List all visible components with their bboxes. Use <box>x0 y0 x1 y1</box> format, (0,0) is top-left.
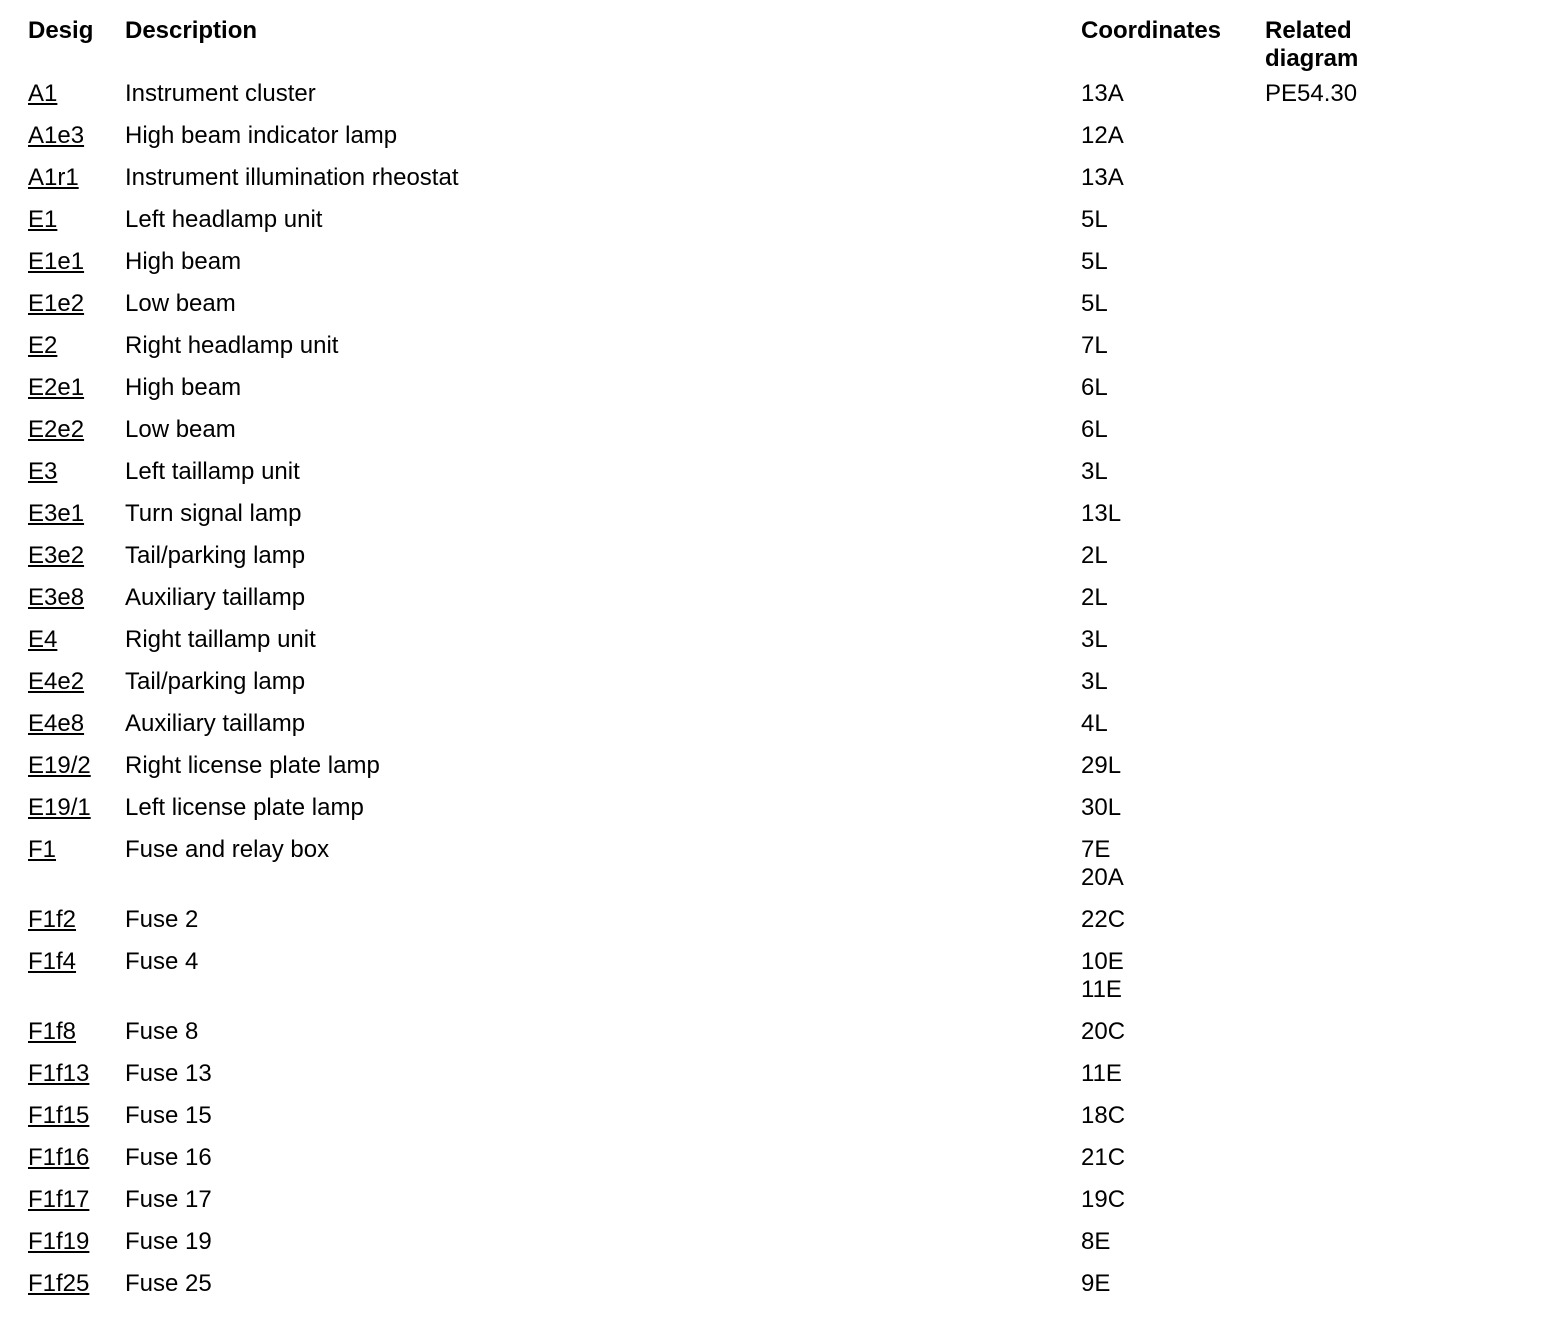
desig-cell <box>16 1137 113 1179</box>
related-diagram-cell <box>1253 703 1453 745</box>
desig-link[interactable]: A1 <box>28 80 58 107</box>
table-row <box>16 1221 1453 1263</box>
coordinates-cell <box>1069 1137 1253 1179</box>
desig-cell <box>16 829 113 899</box>
description-cell: Fuse 4 <box>125 948 199 975</box>
related-diagram-cell <box>1253 941 1453 1011</box>
related-diagram-cell <box>1253 1011 1453 1053</box>
coordinate-value: 8E <box>1081 1228 1111 1255</box>
table-row <box>16 787 1453 829</box>
table-row <box>16 619 1453 661</box>
header-description: Description <box>125 17 258 44</box>
table-row <box>16 535 1453 577</box>
desig-link[interactable]: F1f15 <box>28 1102 90 1129</box>
coordinate-value: 19C <box>1081 1186 1126 1213</box>
related-diagram-cell <box>1253 899 1453 941</box>
description-cell: Low beam <box>125 416 236 443</box>
coordinates-cell <box>1069 1053 1253 1095</box>
coordinate-value: 4L <box>1081 710 1108 737</box>
desig-cell <box>16 493 113 535</box>
description-cell: Tail/parking lamp <box>125 542 306 569</box>
description-cell: High beam <box>125 374 242 401</box>
related-diagram-cell <box>1253 829 1453 899</box>
desig-cell <box>16 1263 113 1305</box>
table-row <box>16 703 1453 745</box>
desig-cell <box>16 367 113 409</box>
description-cell: Right headlamp unit <box>125 332 339 359</box>
desig-link[interactable]: E1 <box>28 206 58 233</box>
coordinate-value: 5L <box>1081 206 1108 233</box>
desig-cell <box>16 73 113 115</box>
coordinate-value: 3L <box>1081 458 1108 485</box>
coordinates-cell <box>1069 1221 1253 1263</box>
desig-cell <box>16 619 113 661</box>
related-diagram-cell <box>1253 409 1453 451</box>
description-cell: Fuse 13 <box>125 1060 212 1087</box>
table-header-row <box>16 8 1453 73</box>
table-row <box>16 325 1453 367</box>
coordinates-cell <box>1069 409 1253 451</box>
desig-link[interactable]: E1e2 <box>28 290 85 317</box>
description-cell: Left headlamp unit <box>125 206 323 233</box>
table-row <box>16 73 1453 115</box>
coordinate-value: 11E <box>1081 976 1122 1003</box>
desig-link[interactable]: A1e3 <box>28 122 85 149</box>
table-row <box>16 199 1453 241</box>
desig-cell <box>16 1011 113 1053</box>
desig-link[interactable]: E4e8 <box>28 710 85 737</box>
table-body <box>16 73 1453 1305</box>
coordinates-cell <box>1069 157 1253 199</box>
desig-link[interactable]: F1f16 <box>28 1144 90 1171</box>
description-cell: Fuse 16 <box>125 1144 212 1171</box>
related-diagram-cell <box>1253 1221 1453 1263</box>
related-diagram-cell <box>1253 451 1453 493</box>
coordinates-cell <box>1069 899 1253 941</box>
desig-cell <box>16 325 113 367</box>
desig-cell <box>16 157 113 199</box>
related-diagram-cell <box>1253 787 1453 829</box>
desig-cell <box>16 1095 113 1137</box>
header-related-diagram: Related diagram <box>1265 17 1359 72</box>
coordinates-cell <box>1069 787 1253 829</box>
description-cell: Right taillamp unit <box>125 626 316 653</box>
related-diagram-cell <box>1253 1053 1453 1095</box>
description-cell: Fuse 2 <box>125 906 199 933</box>
related-diagram-cell <box>1253 661 1453 703</box>
desig-link[interactable]: F1f19 <box>28 1228 90 1255</box>
table-row <box>16 745 1453 787</box>
table-row <box>16 241 1453 283</box>
coordinate-value: 7E <box>1081 836 1111 863</box>
description-cell: Low beam <box>125 290 236 317</box>
coordinate-value: 20C <box>1081 1018 1126 1045</box>
desig-link[interactable]: E19/1 <box>28 794 91 821</box>
desig-cell <box>16 1179 113 1221</box>
related-diagram-cell <box>1253 619 1453 661</box>
desig-link[interactable]: F1f17 <box>28 1186 90 1213</box>
table-row <box>16 1263 1453 1305</box>
desig-cell <box>16 451 113 493</box>
related-diagram-cell <box>1253 1263 1453 1305</box>
table-row <box>16 451 1453 493</box>
table-row <box>16 577 1453 619</box>
desig-link[interactable]: F1f13 <box>28 1060 90 1087</box>
desig-cell <box>16 115 113 157</box>
coordinate-value: 13L <box>1081 500 1122 527</box>
coordinates-cell <box>1069 1263 1253 1305</box>
desig-cell <box>16 241 113 283</box>
coordinate-value: 2L <box>1081 542 1108 569</box>
coordinate-value: 10E <box>1081 948 1124 975</box>
table-row <box>16 367 1453 409</box>
table-row <box>16 1095 1453 1137</box>
desig-link[interactable]: E19/2 <box>28 752 91 779</box>
description-cell: Auxiliary taillamp <box>125 584 306 611</box>
coordinate-value: 6L <box>1081 374 1108 401</box>
desig-link[interactable]: E4e2 <box>28 668 85 695</box>
desig-link[interactable]: E3 <box>28 458 58 485</box>
related-diagram-cell <box>1253 1179 1453 1221</box>
coordinates-cell <box>1069 451 1253 493</box>
desig-link[interactable]: A1r1 <box>28 164 79 191</box>
desig-link[interactable]: F1f8 <box>28 1018 77 1045</box>
coordinates-cell <box>1069 115 1253 157</box>
coordinate-value: 21C <box>1081 1144 1126 1171</box>
coordinates-cell <box>1069 325 1253 367</box>
desig-link[interactable]: E3e2 <box>28 542 85 569</box>
table-row <box>16 115 1453 157</box>
desig-cell <box>16 199 113 241</box>
desig-link[interactable]: E4 <box>28 626 58 653</box>
desig-link[interactable]: E2e1 <box>28 374 85 401</box>
desig-link[interactable]: F1 <box>28 836 57 863</box>
coordinate-value: 2L <box>1081 584 1108 611</box>
description-cell: Fuse 15 <box>125 1102 212 1129</box>
coordinate-value: 13A <box>1081 80 1124 107</box>
related-diagram-cell <box>1253 1095 1453 1137</box>
description-cell: Left license plate lamp <box>125 794 364 821</box>
coordinates-cell <box>1069 829 1253 899</box>
coordinates-cell <box>1069 1179 1253 1221</box>
table-row <box>16 1053 1453 1095</box>
desig-link[interactable]: E2e2 <box>28 416 85 443</box>
coordinates-cell <box>1069 73 1253 115</box>
desig-cell <box>16 1053 113 1095</box>
coordinates-cell <box>1069 283 1253 325</box>
desig-cell <box>16 577 113 619</box>
description-cell: Right license plate lamp <box>125 752 380 779</box>
component-legend-table <box>16 8 1453 1305</box>
related-diagram-cell <box>1253 157 1453 199</box>
coordinate-value: 3L <box>1081 626 1108 653</box>
coordinates-cell <box>1069 661 1253 703</box>
table-row <box>16 1011 1453 1053</box>
description-cell: Left taillamp unit <box>125 458 300 485</box>
coordinate-value: 7L <box>1081 332 1108 359</box>
coordinates-cell <box>1069 241 1253 283</box>
coordinates-cell <box>1069 941 1253 1011</box>
related-diagram-cell <box>1253 577 1453 619</box>
description-cell: Turn signal lamp <box>125 500 302 527</box>
coordinate-value: 9E <box>1081 1270 1111 1297</box>
table-row <box>16 283 1453 325</box>
description-cell: Fuse 8 <box>125 1018 199 1045</box>
table-row <box>16 409 1453 451</box>
coordinates-cell <box>1069 1011 1253 1053</box>
desig-cell <box>16 409 113 451</box>
desig-cell <box>16 661 113 703</box>
desig-link[interactable]: F1f2 <box>28 906 77 933</box>
coordinate-value: 22C <box>1081 906 1126 933</box>
desig-link[interactable]: E2 <box>28 332 58 359</box>
coordinates-cell <box>1069 1095 1253 1137</box>
table-row <box>16 1179 1453 1221</box>
desig-link[interactable]: E1e1 <box>28 248 85 275</box>
desig-cell <box>16 703 113 745</box>
description-cell: Instrument illumination rheostat <box>125 164 459 191</box>
related-diagram-cell <box>1253 745 1453 787</box>
coordinates-cell <box>1069 703 1253 745</box>
description-cell: Fuse 17 <box>125 1186 212 1213</box>
related-diagram-cell <box>1253 115 1453 157</box>
desig-link[interactable]: E3e1 <box>28 500 85 527</box>
coordinate-value: 3L <box>1081 668 1108 695</box>
table-row <box>16 661 1453 703</box>
description-cell: Tail/parking lamp <box>125 668 306 695</box>
desig-cell <box>16 941 113 1011</box>
coordinate-value: 5L <box>1081 290 1108 317</box>
table-row <box>16 899 1453 941</box>
desig-link[interactable]: E3e8 <box>28 584 85 611</box>
coordinates-cell <box>1069 493 1253 535</box>
related-diagram-cell <box>1253 199 1453 241</box>
coordinate-value: 20A <box>1081 864 1124 891</box>
header-coordinates: Coordinates <box>1081 17 1222 44</box>
description-cell: Instrument cluster <box>125 80 316 107</box>
coordinates-cell <box>1069 199 1253 241</box>
coordinate-value: 11E <box>1081 1060 1122 1087</box>
related-diagram-cell <box>1253 325 1453 367</box>
table-row <box>16 1137 1453 1179</box>
desig-cell <box>16 283 113 325</box>
coordinate-value: 29L <box>1081 752 1122 779</box>
desig-link[interactable]: F1f25 <box>28 1270 90 1297</box>
coordinates-cell <box>1069 619 1253 661</box>
coordinate-value: 18C <box>1081 1102 1126 1129</box>
header-desig: Desig <box>28 17 94 44</box>
desig-cell <box>16 787 113 829</box>
coordinates-cell <box>1069 745 1253 787</box>
coordinates-cell <box>1069 577 1253 619</box>
description-cell: Fuse and relay box <box>125 836 330 863</box>
coordinate-value: 5L <box>1081 248 1108 275</box>
coordinates-cell <box>1069 367 1253 409</box>
description-cell: High beam <box>125 248 242 275</box>
description-cell: Fuse 19 <box>125 1228 212 1255</box>
related-diagram-cell <box>1253 493 1453 535</box>
related-diagram-cell <box>1253 241 1453 283</box>
related-diagram-cell <box>1253 1137 1453 1179</box>
desig-cell <box>16 535 113 577</box>
table-row <box>16 157 1453 199</box>
table-row <box>16 493 1453 535</box>
desig-cell <box>16 1221 113 1263</box>
coordinate-value: 6L <box>1081 416 1108 443</box>
related-diagram-cell: PE54.30 <box>1265 80 1358 107</box>
coordinates-cell <box>1069 535 1253 577</box>
table-row <box>16 829 1453 899</box>
related-diagram-cell <box>1253 367 1453 409</box>
related-diagram-cell <box>1253 535 1453 577</box>
related-diagram-cell <box>1253 283 1453 325</box>
table-row <box>16 941 1453 1011</box>
coordinate-value: 13A <box>1081 164 1124 191</box>
desig-cell <box>16 745 113 787</box>
coordinate-value: 12A <box>1081 122 1124 149</box>
description-cell: Auxiliary taillamp <box>125 710 306 737</box>
coordinate-value: 30L <box>1081 794 1122 821</box>
desig-cell <box>16 899 113 941</box>
description-cell: High beam indicator lamp <box>125 122 398 149</box>
description-cell: Fuse 25 <box>125 1270 212 1297</box>
desig-link[interactable]: F1f4 <box>28 948 77 975</box>
